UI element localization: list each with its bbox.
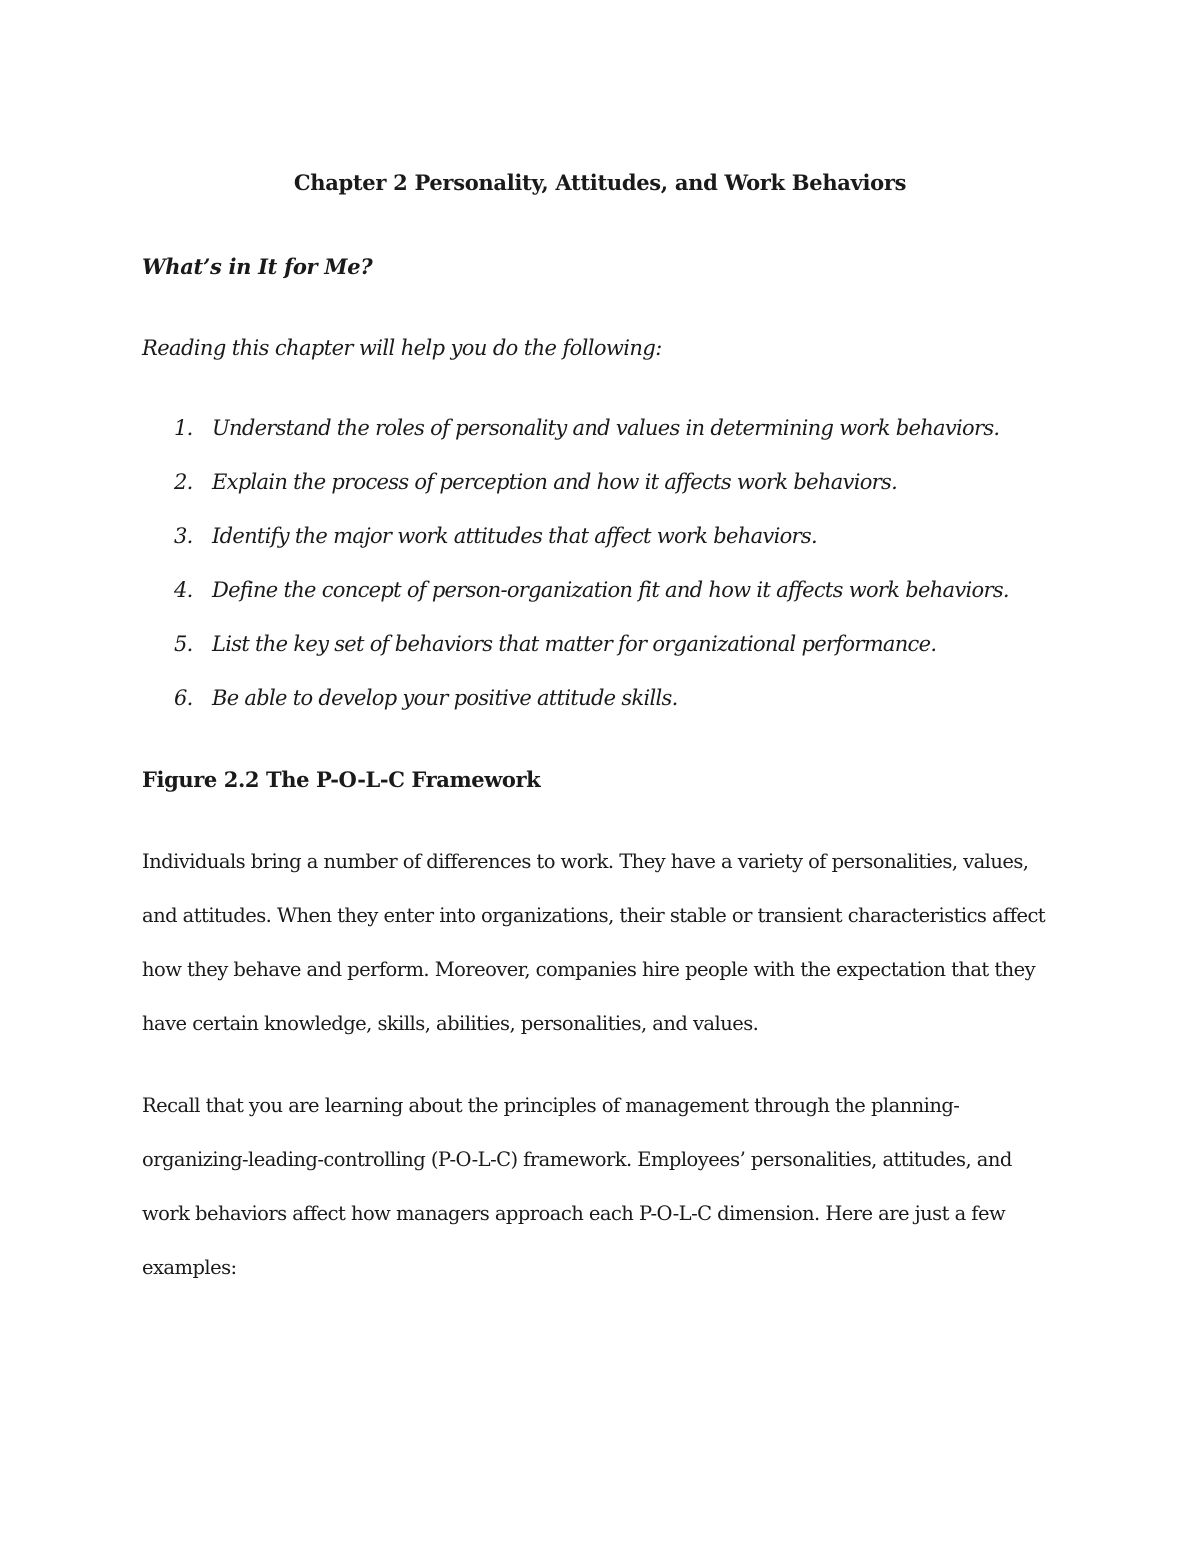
- objective-text: Identify the major work attitudes that affect work behaviors.: [212, 524, 817, 548]
- objective-item: [0, 629, 1200, 683]
- paragraph-line: examples:: [142, 1256, 237, 1279]
- paragraph-line: and attitudes. When they enter into organizations, their stable or transient characteristics affect: [142, 904, 1046, 927]
- objective-number: 4.: [174, 578, 193, 602]
- objective-item: [0, 413, 1200, 467]
- objective-number: 5.: [174, 632, 193, 656]
- paragraph-line: organizing-leading-controlling (P-O-L-C) framework. Employees’ personalities, attitudes, and: [142, 1148, 1012, 1171]
- figure-heading: Figure 2.2 The P-O-L-C Framework: [142, 767, 541, 792]
- paragraph-line: Recall that you are learning about the principles of management through the planning-: [142, 1094, 960, 1117]
- objective-text: Understand the roles of personality and values in determining work behaviors.: [212, 416, 1000, 440]
- paragraph-line: have certain knowledge, skills, abilities, personalities, and values.: [142, 1012, 759, 1035]
- intro-text: Reading this chapter will help you do the following:: [142, 336, 662, 360]
- chapter-title: Chapter 2 Personality, Attitudes, and Work Behaviors: [293, 170, 907, 195]
- objective-text: Be able to develop your positive attitude skills.: [212, 686, 678, 710]
- objective-item: [0, 521, 1200, 575]
- objective-text: Define the concept of person-organization fit and how it affects work behaviors.: [212, 578, 1009, 602]
- objective-number: 3.: [174, 524, 193, 548]
- objective-number: 2.: [174, 470, 193, 494]
- objective-text: Explain the process of perception and how it affects work behaviors.: [212, 470, 898, 494]
- objective-item: [0, 575, 1200, 629]
- learning-objectives-list: [0, 413, 1200, 737]
- objective-number: 1.: [174, 416, 193, 440]
- paragraph-line: work behaviors affect how managers approach each P-O-L-C dimension. Here are just a few: [142, 1202, 1006, 1225]
- paragraph-line: Individuals bring a number of differences to work. They have a variety of personalities, values,: [142, 850, 1029, 873]
- body-paragraph-2: [142, 1091, 1042, 1307]
- objective-item: [0, 467, 1200, 521]
- objective-text: List the key set of behaviors that matter for organizational performance.: [212, 632, 937, 656]
- paragraph-line: how they behave and perform. Moreover, companies hire people with the expectation that they: [142, 958, 1036, 981]
- section-heading: What’s in It for Me?: [142, 254, 373, 279]
- body-paragraph-1: [142, 847, 1046, 1063]
- objective-number: 6.: [174, 686, 193, 710]
- objective-item: [0, 683, 1200, 737]
